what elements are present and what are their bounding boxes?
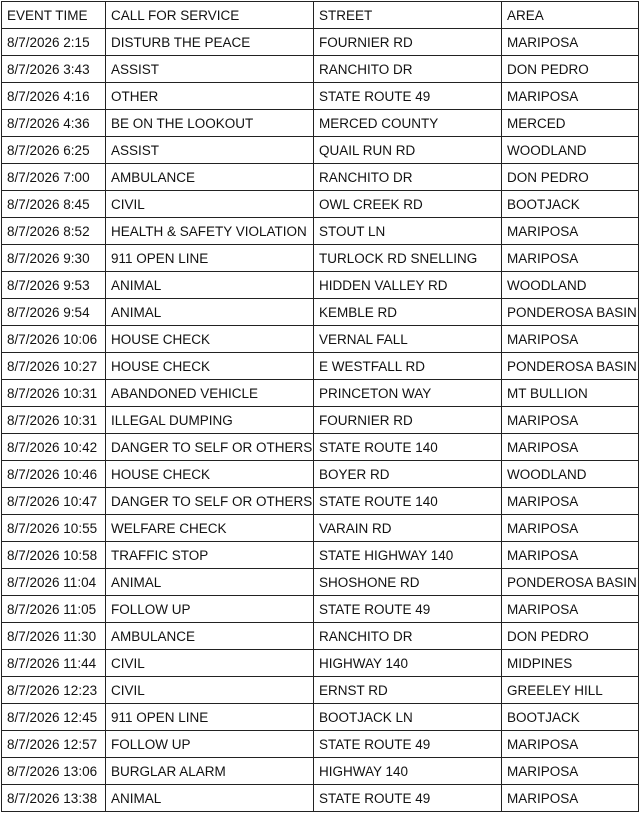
call-for-service-cell: FOLLOW UP <box>106 596 314 623</box>
event-time-cell: 8/7/2026 10:31 <box>2 407 106 434</box>
table-row <box>2 83 639 110</box>
street-cell: KEMBLE RD <box>314 299 502 326</box>
area-cell: MARIPOSA <box>502 488 639 515</box>
event-time-cell: 8/7/2026 6:25 <box>2 137 106 164</box>
event-time-cell: 8/7/2026 10:06 <box>2 326 106 353</box>
area-cell: BOOTJACK <box>502 704 639 731</box>
area-cell: MARIPOSA <box>502 758 639 785</box>
street-cell: SHOSHONE RD <box>314 569 502 596</box>
area-cell: MARIPOSA <box>502 407 639 434</box>
area-cell: MARIPOSA <box>502 785 639 812</box>
call-for-service-cell: AMBULANCE <box>106 623 314 650</box>
table-row <box>2 758 639 785</box>
table-row <box>2 353 639 380</box>
column-header-call-for-service: CALL FOR SERVICE <box>106 2 314 29</box>
street-cell: MERCED COUNTY <box>314 110 502 137</box>
event-time-cell: 8/7/2026 8:52 <box>2 218 106 245</box>
call-for-service-cell: ASSIST <box>106 137 314 164</box>
event-time-cell: 8/7/2026 10:55 <box>2 515 106 542</box>
street-cell: HIDDEN VALLEY RD <box>314 272 502 299</box>
table-row <box>2 650 639 677</box>
area-cell: MARIPOSA <box>502 515 639 542</box>
street-cell: TURLOCK RD SNELLING <box>314 245 502 272</box>
call-for-service-cell: TRAFFIC STOP <box>106 542 314 569</box>
call-for-service-cell: OTHER <box>106 83 314 110</box>
area-cell: MARIPOSA <box>502 542 639 569</box>
column-header-area: AREA <box>502 2 639 29</box>
street-cell: STOUT LN <box>314 218 502 245</box>
call-for-service-cell: AMBULANCE <box>106 164 314 191</box>
table-row <box>2 488 639 515</box>
street-cell: FOURNIER RD <box>314 407 502 434</box>
event-time-cell: 8/7/2026 7:00 <box>2 164 106 191</box>
call-for-service-cell: BURGLAR ALARM <box>106 758 314 785</box>
call-for-service-cell: ANIMAL <box>106 785 314 812</box>
table-row <box>2 515 639 542</box>
event-time-cell: 8/7/2026 10:58 <box>2 542 106 569</box>
street-cell: QUAIL RUN RD <box>314 137 502 164</box>
area-cell: PONDEROSA BASIN <box>502 353 639 380</box>
area-cell: DON PEDRO <box>502 164 639 191</box>
event-time-cell: 8/7/2026 11:44 <box>2 650 106 677</box>
street-cell: STATE HIGHWAY 140 <box>314 542 502 569</box>
event-time-cell: 8/7/2026 9:54 <box>2 299 106 326</box>
table-row <box>2 623 639 650</box>
area-cell: DON PEDRO <box>502 623 639 650</box>
table-row <box>2 110 639 137</box>
call-for-service-cell: ILLEGAL DUMPING <box>106 407 314 434</box>
table-row <box>2 137 639 164</box>
table-row <box>2 596 639 623</box>
column-header-event-time: EVENT TIME <box>2 2 106 29</box>
call-for-service-cell: ANIMAL <box>106 299 314 326</box>
table-row <box>2 785 639 812</box>
table-row <box>2 461 639 488</box>
area-cell: PONDEROSA BASIN <box>502 569 639 596</box>
street-cell: HIGHWAY 140 <box>314 758 502 785</box>
area-cell: DON PEDRO <box>502 56 639 83</box>
table-row <box>2 245 639 272</box>
table-row <box>2 56 639 83</box>
street-cell: STATE ROUTE 140 <box>314 488 502 515</box>
street-cell: OWL CREEK RD <box>314 191 502 218</box>
call-for-service-cell: ABANDONED VEHICLE <box>106 380 314 407</box>
table-row <box>2 191 639 218</box>
event-time-cell: 8/7/2026 11:04 <box>2 569 106 596</box>
event-time-cell: 8/7/2026 10:47 <box>2 488 106 515</box>
event-time-cell: 8/7/2026 10:27 <box>2 353 106 380</box>
area-cell: BOOTJACK <box>502 191 639 218</box>
header-row <box>2 2 639 29</box>
event-time-cell: 8/7/2026 10:46 <box>2 461 106 488</box>
event-time-cell: 8/7/2026 2:15 <box>2 29 106 56</box>
street-cell: ERNST RD <box>314 677 502 704</box>
table-row <box>2 164 639 191</box>
event-time-cell: 8/7/2026 10:42 <box>2 434 106 461</box>
table-row <box>2 434 639 461</box>
event-time-cell: 8/7/2026 4:36 <box>2 110 106 137</box>
event-time-cell: 8/7/2026 11:05 <box>2 596 106 623</box>
table-row <box>2 677 639 704</box>
call-for-service-cell: CIVIL <box>106 650 314 677</box>
area-cell: MERCED <box>502 110 639 137</box>
street-cell: VERNAL FALL <box>314 326 502 353</box>
call-for-service-cell: DISTURB THE PEACE <box>106 29 314 56</box>
area-cell: MT BULLION <box>502 380 639 407</box>
table-row <box>2 29 639 56</box>
area-cell: PONDEROSA BASIN <box>502 299 639 326</box>
street-cell: STATE ROUTE 140 <box>314 434 502 461</box>
call-for-service-cell: HOUSE CHECK <box>106 326 314 353</box>
street-cell: RANCHITO DR <box>314 164 502 191</box>
table-row <box>2 299 639 326</box>
call-for-service-cell: CIVIL <box>106 677 314 704</box>
event-time-cell: 8/7/2026 13:06 <box>2 758 106 785</box>
area-cell: WOODLAND <box>502 137 639 164</box>
area-cell: MARIPOSA <box>502 596 639 623</box>
area-cell: MARIPOSA <box>502 434 639 461</box>
street-cell: VARAIN RD <box>314 515 502 542</box>
call-for-service-cell: HOUSE CHECK <box>106 461 314 488</box>
table-body <box>2 29 639 812</box>
call-for-service-cell: WELFARE CHECK <box>106 515 314 542</box>
event-time-cell: 8/7/2026 9:30 <box>2 245 106 272</box>
street-cell: BOYER RD <box>314 461 502 488</box>
call-for-service-cell: CIVIL <box>106 191 314 218</box>
table-row <box>2 569 639 596</box>
street-cell: BOOTJACK LN <box>314 704 502 731</box>
event-time-cell: 8/7/2026 10:31 <box>2 380 106 407</box>
event-time-cell: 8/7/2026 12:57 <box>2 731 106 758</box>
table-row <box>2 380 639 407</box>
street-cell: STATE ROUTE 49 <box>314 83 502 110</box>
street-cell: RANCHITO DR <box>314 56 502 83</box>
call-for-service-cell: HEALTH & SAFETY VIOLATION <box>106 218 314 245</box>
call-for-service-cell: HOUSE CHECK <box>106 353 314 380</box>
area-cell: MIDPINES <box>502 650 639 677</box>
area-cell: WOODLAND <box>502 272 639 299</box>
event-time-cell: 8/7/2026 9:53 <box>2 272 106 299</box>
call-for-service-cell: 911 OPEN LINE <box>106 245 314 272</box>
call-for-service-cell: 911 OPEN LINE <box>106 704 314 731</box>
call-for-service-cell: DANGER TO SELF OR OTHERS <box>106 434 314 461</box>
street-cell: HIGHWAY 140 <box>314 650 502 677</box>
column-header-street: STREET <box>314 2 502 29</box>
area-cell: MARIPOSA <box>502 218 639 245</box>
street-cell: STATE ROUTE 49 <box>314 785 502 812</box>
table-row <box>2 326 639 353</box>
table-row <box>2 272 639 299</box>
area-cell: MARIPOSA <box>502 83 639 110</box>
table-row <box>2 407 639 434</box>
street-cell: STATE ROUTE 49 <box>314 596 502 623</box>
area-cell: GREELEY HILL <box>502 677 639 704</box>
table-row <box>2 704 639 731</box>
street-cell: STATE ROUTE 49 <box>314 731 502 758</box>
call-log-table <box>1 1 639 812</box>
area-cell: WOODLAND <box>502 461 639 488</box>
event-time-cell: 8/7/2026 11:30 <box>2 623 106 650</box>
call-for-service-cell: ANIMAL <box>106 272 314 299</box>
call-for-service-cell: DANGER TO SELF OR OTHERS <box>106 488 314 515</box>
table-row <box>2 731 639 758</box>
street-cell: PRINCETON WAY <box>314 380 502 407</box>
event-time-cell: 8/7/2026 12:23 <box>2 677 106 704</box>
street-cell: E WESTFALL RD <box>314 353 502 380</box>
area-cell: MARIPOSA <box>502 245 639 272</box>
table-row <box>2 542 639 569</box>
event-time-cell: 8/7/2026 13:38 <box>2 785 106 812</box>
area-cell: MARIPOSA <box>502 731 639 758</box>
area-cell: MARIPOSA <box>502 326 639 353</box>
event-time-cell: 8/7/2026 4:16 <box>2 83 106 110</box>
street-cell: RANCHITO DR <box>314 623 502 650</box>
area-cell: MARIPOSA <box>502 29 639 56</box>
event-time-cell: 8/7/2026 3:43 <box>2 56 106 83</box>
street-cell: FOURNIER RD <box>314 29 502 56</box>
event-time-cell: 8/7/2026 8:45 <box>2 191 106 218</box>
call-for-service-cell: ANIMAL <box>106 569 314 596</box>
event-time-cell: 8/7/2026 12:45 <box>2 704 106 731</box>
table-row <box>2 218 639 245</box>
call-for-service-cell: ASSIST <box>106 56 314 83</box>
call-for-service-cell: FOLLOW UP <box>106 731 314 758</box>
call-for-service-cell: BE ON THE LOOKOUT <box>106 110 314 137</box>
